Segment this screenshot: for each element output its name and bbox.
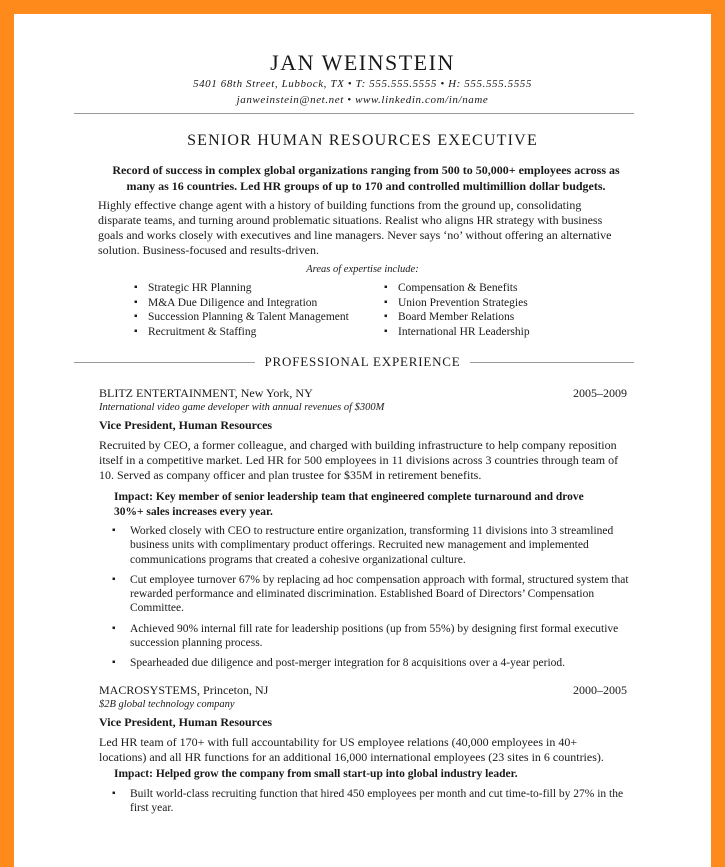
job-header bbox=[99, 386, 627, 401]
job-dates: 2005–2009 bbox=[573, 386, 627, 400]
job-impact: Impact: Helped grow the company from small start-up into global industry leader. bbox=[114, 768, 518, 780]
summary-paragraph: Highly effective change agent with a history of building functions from the ground up, consolidating disparate teams, and turning around problematic situations. Realist who aligns HR strategy with business goals and works closely with executives and line managers. Never says ‘no’ without offering an alternative solution. Business-focused and results-driven. bbox=[98, 198, 612, 257]
job-description: International video game developer with annual revenues of $300M bbox=[99, 402, 385, 413]
contact-web: janweinstein@net.net • www.linkedin.com/in/name bbox=[236, 94, 489, 106]
expertise-item: ▪ Succession Planning & Talent Management bbox=[134, 310, 384, 325]
achievement-item: ▪ Spearheaded due diligence and post-merger integration for 8 acquisitions over a 4-year period. bbox=[112, 656, 632, 670]
achievement-item: ▪ Worked closely with CEO to restructure entire organization, transforming 11 divisions into 3 streamlined business units with complimentary product offerings. Recruited new management and implemented communications programs that created a cohesive organizational culture. bbox=[112, 524, 632, 567]
expertise-item: ▪ Compensation & Benefits bbox=[384, 281, 530, 296]
job-description: $2B global technology company bbox=[99, 699, 235, 710]
achievement-item: ▪ Achieved 90% internal fill rate for leadership positions (up from 55%) by designing first formal executive succession planning process. bbox=[112, 622, 632, 651]
contact-address: 5401 68th Street, Lubbock, TX • T: 555.555.5555 • H: 555.555.5555 bbox=[192, 78, 532, 90]
section-title-experience bbox=[14, 354, 711, 370]
job-header bbox=[99, 683, 627, 698]
expertise-column-1 bbox=[134, 281, 384, 339]
resume-page bbox=[14, 14, 711, 867]
job-impact: Impact: Key member of senior leadership team that engineered complete turnaround and drove 30%+ sales increases every year. bbox=[114, 491, 584, 518]
achievement-item: ▪ Cut employee turnover 67% by replacing ad hoc compensation approach with formal, structured system that rewarded performance and eliminated discrimination. Established Board of Directors’ Compensation Committee. bbox=[112, 573, 632, 616]
expertise-title: Areas of expertise include: bbox=[306, 264, 419, 275]
expertise-item: ▪ Board Member Relations bbox=[384, 310, 530, 325]
expertise-item: ▪ Union Prevention Strategies bbox=[384, 296, 530, 311]
job-company: BLITZ ENTERTAINMENT, New York, NY bbox=[99, 386, 313, 400]
job-achievements bbox=[112, 787, 632, 822]
summary-highlight: Record of success in complex global organizations ranging from 500 to 50,000+ employees across as many as 16 countries. Led HR groups of up to 170 and controlled multimillion dollar budgets. bbox=[112, 163, 620, 193]
job-title: Vice President, Human Resources bbox=[99, 715, 273, 729]
header-divider bbox=[74, 113, 634, 114]
job-achievements bbox=[112, 524, 632, 677]
job-company: MACROSYSTEMS, Princeton, NJ bbox=[99, 683, 269, 697]
headline: SENIOR HUMAN RESOURCES EXECUTIVE bbox=[187, 132, 538, 149]
job-summary: Led HR team of 170+ with full accountability for US employee relations (40,000 employees in 40+ locations) and all HR functions for an additional 16,000 international employees (23 sites in 6 countries). bbox=[99, 735, 604, 764]
expertise-item: ▪ International HR Leadership bbox=[384, 325, 530, 340]
section-title-text: PROFESSIONAL EXPERIENCE bbox=[255, 354, 471, 369]
job-dates: 2000–2005 bbox=[573, 683, 627, 697]
candidate-name: JAN WEINSTEIN bbox=[270, 50, 455, 75]
expertise-item: ▪ Strategic HR Planning bbox=[134, 281, 384, 296]
expertise-list bbox=[134, 281, 554, 339]
expertise-item: ▪ Recruitment & Staffing bbox=[134, 325, 384, 340]
achievement-item: ▪ Built world-class recruiting function that hired 450 employees per month and cut time-to-fill by 27% in the first year. bbox=[112, 787, 632, 816]
job-title: Vice President, Human Resources bbox=[99, 418, 273, 432]
expertise-column-2 bbox=[384, 281, 530, 339]
expertise-item: ▪ M&A Due Diligence and Integration bbox=[134, 296, 384, 311]
job-summary: Recruited by CEO, a former colleague, and charged with building infrastructure to help company reposition itself in a competitive market. Led HR for 500 employees in 11 divisions across 3 countries through team of 10. Served as company officer and plan trustee for $35M in retirement benefits. bbox=[99, 438, 619, 482]
